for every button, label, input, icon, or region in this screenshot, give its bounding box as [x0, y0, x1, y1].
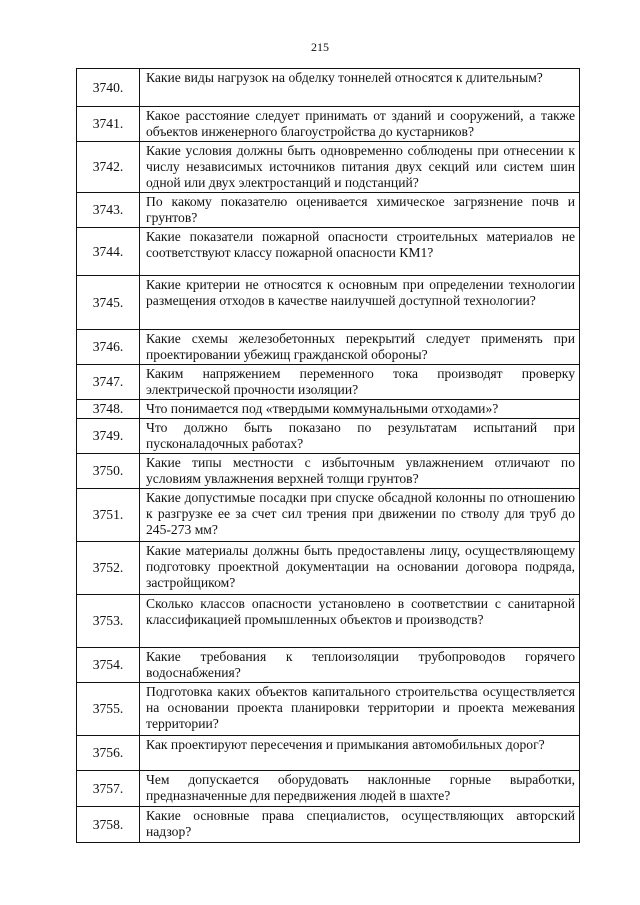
question-text: Подготовка каких объектов капитального строительства осуществляется на основании проекта планировки территории и проекта межевания территории?	[140, 683, 580, 736]
table-row	[77, 400, 580, 419]
question-number: 3751.	[77, 489, 140, 542]
table-row	[77, 228, 580, 276]
question-text: Какие основные права специалистов, осуществляющих авторский надзор?	[140, 807, 580, 843]
table-row	[77, 330, 580, 365]
question-text: Что понимается под «твердыми коммунальными отходами»?	[140, 400, 580, 419]
question-number: 3749.	[77, 419, 140, 454]
question-text: Сколько классов опасности установлено в соответствии с санитарной классификацией промышленных объектов и производств?	[140, 595, 580, 648]
table-row	[77, 454, 580, 489]
question-number: 3742.	[77, 142, 140, 193]
table-row	[77, 365, 580, 400]
question-text: Какие виды нагрузок на обделку тоннелей относятся к длительным?	[140, 69, 580, 107]
question-number: 3753.	[77, 595, 140, 648]
question-number: 3747.	[77, 365, 140, 400]
question-number: 3756.	[77, 736, 140, 771]
question-text: Какие типы местности с избыточным увлажнением отличают по условиям увлажнения верхней толщи грунтов?	[140, 454, 580, 489]
question-number: 3748.	[77, 400, 140, 419]
question-number: 3744.	[77, 228, 140, 276]
question-text: Какие материалы должны быть предоставлены лицу, осуществляющему подготовку проектной документации на основании договора подряда, застройщиком?	[140, 542, 580, 595]
question-text: Какое расстояние следует принимать от зданий и сооружений, а также объектов инженерного благоустройства до кустарников?	[140, 107, 580, 142]
table-row	[77, 193, 580, 228]
table-row	[77, 771, 580, 807]
question-number: 3741.	[77, 107, 140, 142]
question-number: 3754.	[77, 648, 140, 683]
table-row	[77, 419, 580, 454]
questions-table	[76, 68, 580, 843]
question-number: 3758.	[77, 807, 140, 843]
question-text: Какие требования к теплоизоляции трубопроводов горячего водоснабжения?	[140, 648, 580, 683]
question-number: 3743.	[77, 193, 140, 228]
question-text: Какие показатели пожарной опасности строительных материалов не соответствуют классу пожарной опасности КМ1?	[140, 228, 580, 276]
table-row	[77, 807, 580, 843]
table-row	[77, 276, 580, 330]
question-number: 3752.	[77, 542, 140, 595]
table-row	[77, 542, 580, 595]
table-row	[77, 489, 580, 542]
question-number: 3740.	[77, 69, 140, 107]
question-text: Чем допускается оборудовать наклонные горные выработки, предназначенные для передвижения людей в шахте?	[140, 771, 580, 807]
question-text: Какие критерии не относятся к основным при определении технологии размещения отходов в качестве наилучшей доступной технологии?	[140, 276, 580, 330]
question-number: 3755.	[77, 683, 140, 736]
question-text: По какому показателю оценивается химическое загрязнение почв и грунтов?	[140, 193, 580, 228]
table-row	[77, 736, 580, 771]
table-row	[77, 595, 580, 648]
question-number: 3750.	[77, 454, 140, 489]
question-number: 3745.	[77, 276, 140, 330]
table-row	[77, 683, 580, 736]
table-row	[77, 142, 580, 193]
table-row	[77, 69, 580, 107]
table-row	[77, 107, 580, 142]
page-number: 215	[311, 40, 329, 54]
question-text: Какие допустимые посадки при спуске обсадной колонны по отношению к разгрузке ее за счет сил трения при движении по стволу для труб до 245-273 мм?	[140, 489, 580, 542]
question-text: Какие условия должны быть одновременно соблюдены при отнесении к числу независимых источников питания двух секций или систем шин одной или двух электростанций и подстанций?	[140, 142, 580, 193]
table-row	[77, 648, 580, 683]
question-text: Как проектируют пересечения и примыкания автомобильных дорог?	[140, 736, 580, 771]
question-text: Что должно быть показано по результатам испытаний при пусконаладочных работах?	[140, 419, 580, 454]
question-text: Каким напряжением переменного тока производят проверку электрической прочности изоляции?	[140, 365, 580, 400]
question-number: 3746.	[77, 330, 140, 365]
question-number: 3757.	[77, 771, 140, 807]
question-text: Какие схемы железобетонных перекрытий следует применять при проектировании убежищ гражданской обороны?	[140, 330, 580, 365]
